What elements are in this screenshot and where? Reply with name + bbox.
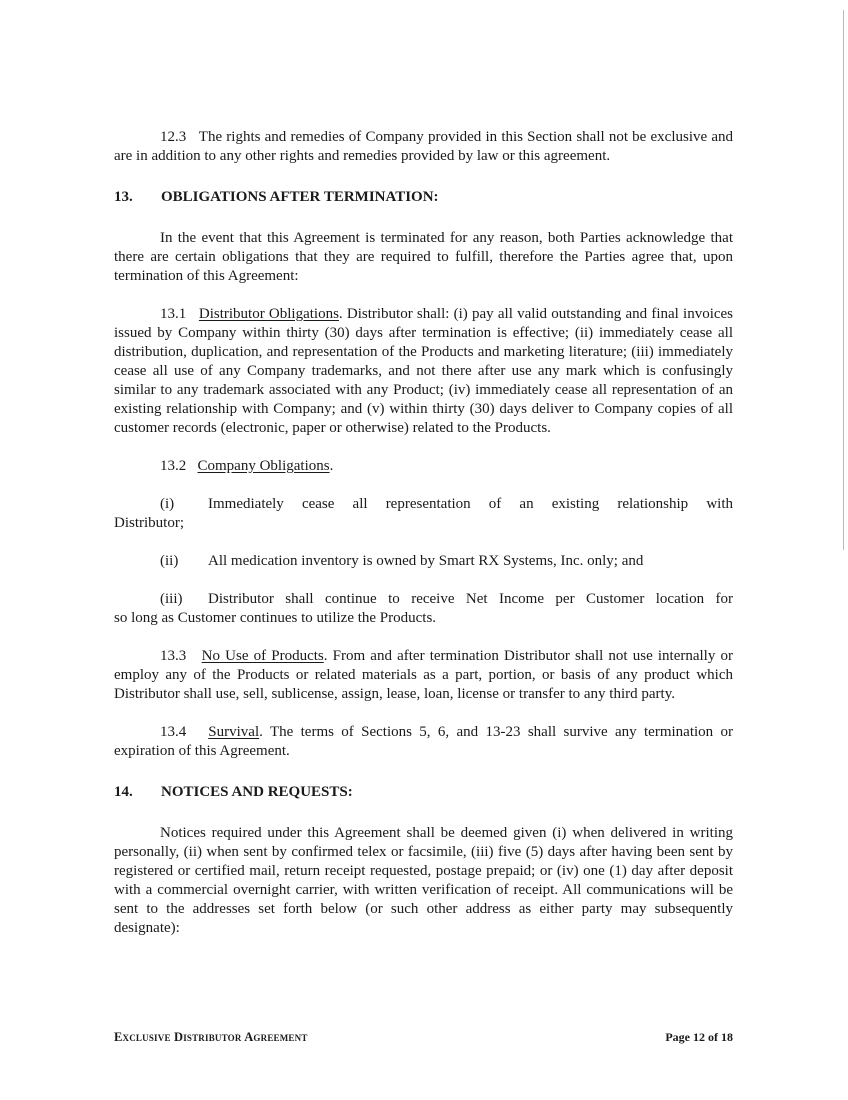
- scan-edge-line: [843, 10, 844, 550]
- page-footer: [114, 1030, 733, 1045]
- clause-number: 13.3: [160, 648, 187, 664]
- section-number: 14.: [114, 784, 133, 800]
- clause-number: 13.1: [160, 306, 187, 322]
- item-continuation: so long as Customer continues to utilize the Products.: [114, 610, 437, 626]
- section-13-4: 13.4 Survival. The terms of Sections 5, 6, and 13-23 shall survive any termination or expiration of this Agreement.: [114, 724, 733, 759]
- section-13-2-item-ii: [114, 552, 733, 571]
- section-number: 12.3: [160, 129, 187, 145]
- item-number: (iii): [160, 591, 183, 607]
- document-page: [114, 128, 733, 938]
- section-title: NOTICES AND REQUESTS:: [161, 784, 353, 800]
- page-word: Page: [665, 1030, 690, 1044]
- item-number: (i): [160, 496, 175, 512]
- section-13-heading: [114, 188, 733, 207]
- clause-number: 13.2: [160, 458, 187, 474]
- section-13-2-item-iii: [114, 590, 733, 628]
- footer-title: Exclusive Distributor Agreement: [114, 1030, 308, 1044]
- section-12-3: [114, 128, 733, 166]
- item-continuation: Distributor;: [114, 515, 184, 531]
- section-13-intro: In the event that this Agreement is terminated for any reason, both Parties acknowledge that there are certain obligations that they are required to fulfill, therefore the Parties agree that, upon termination of this Agreement:: [114, 230, 733, 284]
- item-text: Distributor shall continue to receive Net Income per Customer location for: [208, 591, 733, 607]
- item-text: All medication inventory is owned by Smart RX Systems, Inc. only; and: [208, 553, 644, 569]
- clause-text: The terms of Sections 5, 6, and 13-23 shall survive any termination or expiration of this Agreement.: [114, 724, 733, 759]
- section-13-3: 13.3 No Use of Products. From and after termination Distributor shall not use internally or employ any of the Products or related materials as a part, portion, or basis of any product which Distributor shall use, sell, sublicense, assign, lease, loan, license or transfer to any third party.: [114, 648, 733, 702]
- clause-heading: Survival: [208, 724, 260, 740]
- of-word: of: [708, 1030, 718, 1044]
- clause-text: Distributor shall: (i) pay all valid outstanding and final invoices issued by Company within thirty (30) days after termination is effective; (ii) immediately cease all distribution, duplication, and representation of the Products and marketing literature; (iii) immediately cease all use of any Company trademarks, and not there after use any mark which is confusingly similar to any trademark associated with any Product; (iv) immediately cease all representation of an existing relationship with Company; and (v) within thirty (30) days deliver to Company copies of all customer records (electronic, paper or otherwise) related to the Products.: [114, 306, 734, 436]
- clause-text: From and after termination Distributor shall not use internally or employ any of the Products or related materials as a part, portion, or basis of any product which Distributor shall use, sell, sublicense, assign, lease, loan, license or transfer to any third party.: [114, 648, 733, 702]
- section-text: The rights and remedies of Company provided in this Section shall not be exclusive and are in addition to any other rights and remedies provided by law or this agreement.: [114, 129, 734, 164]
- page-current: 12: [693, 1030, 705, 1044]
- section-number: 13.: [114, 189, 133, 205]
- item-number: (ii): [160, 553, 179, 569]
- section-13-2-item-i: [114, 495, 733, 533]
- section-13-1: 13.1 Distributor Obligations. Distributor shall: (i) pay all valid outstanding and final invoices issued by Company within thirty (30) days after termination is effective; (ii) immediately cease all distribution, duplication, and representation of the Products and marketing literature; (iii) immediately cease all use of any Company trademarks, and not there after use any mark which is confusingly similar to any trademark associated with any Product; (iv) immediately cease all representation of an existing relationship with Company; and (v) within thirty (30) days deliver to Company copies of all customer records (electronic, paper or otherwise) related to the Products.: [114, 306, 734, 436]
- section-13-2: 13.2 Company Obligations.: [160, 458, 334, 474]
- clause-heading: Company Obligations: [197, 458, 330, 474]
- item-text: Immediately cease all representation of an existing relationship with: [208, 496, 733, 512]
- section-14-text: Notices required under this Agreement shall be deemed given (i) when delivered in writing personally, (ii) when sent by confirmed telex or facsimile, (iii) five (5) days after having been sent by registered or certified mail, return receipt requested, postage prepaid; or (iv) one (1) day after deposit with a commercial overnight carrier, with written verification of receipt. All communications will be sent to the addresses set forth below (or such other address as either party may subsequently designate):: [114, 825, 733, 936]
- page-total: 18: [721, 1030, 733, 1044]
- section-title: OBLIGATIONS AFTER TERMINATION:: [161, 189, 439, 205]
- section-14-heading: [114, 783, 733, 802]
- clause-heading: No Use of Products: [201, 648, 324, 664]
- clause-number: 13.4: [160, 724, 187, 740]
- clause-heading: Distributor Obligations: [198, 306, 339, 322]
- page-number: [665, 1030, 733, 1045]
